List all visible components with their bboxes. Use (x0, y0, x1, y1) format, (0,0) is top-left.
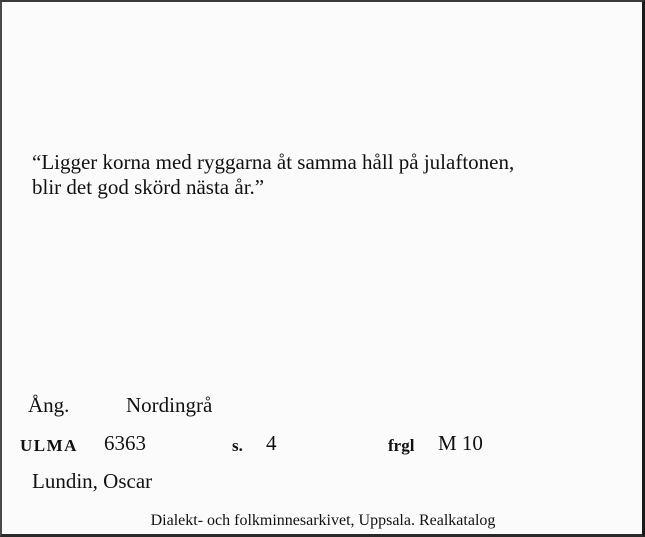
archive-footer-text: Dialekt- och folkminnesarkivet, Uppsala. Realkatalog (150, 512, 496, 529)
quote-text (32, 150, 622, 200)
s-value: 4 (266, 431, 277, 455)
quote-line: “Ligger korna med ryggarna åt samma håll på julaftonen, (32, 150, 515, 174)
s-label: s. (232, 436, 243, 455)
collector-name: Lundin, Oscar (32, 469, 153, 493)
quote-line: blir det god skörd nästa år.” (32, 175, 265, 199)
archive-footer (2, 511, 644, 531)
ang-value: Nordingrå (126, 393, 213, 417)
ulma-value: 6363 (104, 431, 146, 455)
frgl-label: frgl (388, 436, 415, 455)
frgl-value: M 10 (438, 431, 483, 455)
ang-label: Ång. (28, 393, 70, 417)
ulma-label: ULMA (20, 436, 78, 455)
